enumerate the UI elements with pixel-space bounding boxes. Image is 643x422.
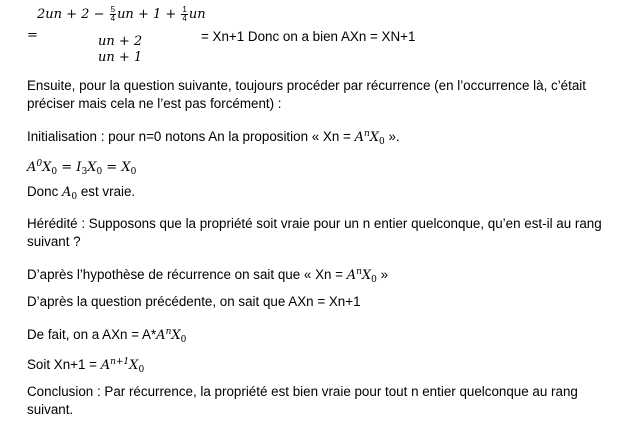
equals-sign: = <box>27 28 38 43</box>
heredite-paragraph: Hérédité : Supposons que la propriété soit vraie pour un n entier quelconque, qu’en est-il au rang suivant ? <box>27 216 602 249</box>
conclusion-paragraph: Conclusion : Par récurrence, la propriété est bien vraie pour tout n entier quelconque au rang suivant. <box>27 384 578 417</box>
intro-paragraph: Ensuite, pour la question suivante, toujours procéder par récurrence (en l’occurrence là, c’était préciser mais cela ne l’est pas forcément) : <box>27 78 586 111</box>
initialisation-line: Initialisation : pour n=0 notons An la proposition « $Xn = A^nX_0$ ». <box>27 129 400 147</box>
previous-question-line: D’après la question précédente, on sait que AXn = Xn+1 <box>27 294 361 309</box>
equation-conclusion: = Xn+1 Donc on a bien AXn = XN+1 <box>201 29 416 44</box>
de-fait-line: De fait, on a AXn = $A*A^nX_0$ <box>27 327 187 345</box>
soit-line: Soit $Xn+1 = A^{n+1}X_0$ <box>27 357 145 375</box>
donc-line: Donc $A_0$ est vraie. <box>27 184 136 202</box>
fraction-one-quarter: $\frac{1}{4}$ <box>182 5 187 23</box>
initial-equation: $A^0X_0 = I_3X_0 = X_0$ <box>27 159 137 177</box>
fraction-denominator-line2: un + 1 <box>98 50 143 65</box>
fraction-five-quarters: $\frac{5}{4}$ <box>110 5 116 23</box>
fraction-numerator: 2un + 2 − $\frac{5}{4}$ un + 1 + $\frac{1}{4}$ un <box>37 5 206 23</box>
fraction-denominator-line1: un + 2 <box>98 34 143 49</box>
hypothesis-line: D’après l’hypothèse de récurrence on sait que « $Xn = A^nX_0$ » <box>27 267 389 285</box>
